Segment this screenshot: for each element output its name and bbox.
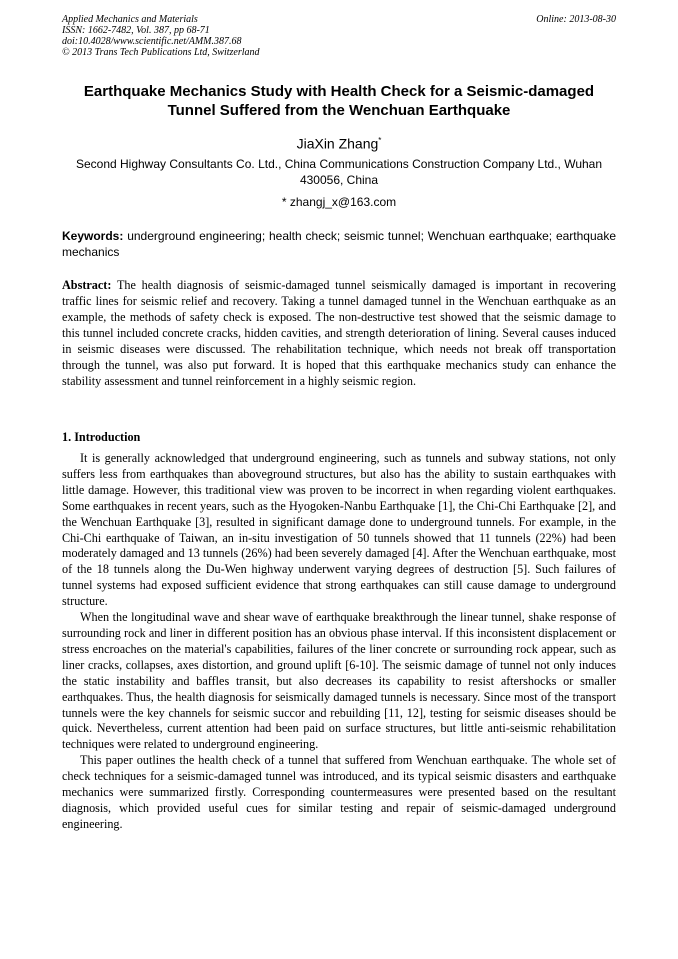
- copyright-line: © 2013 Trans Tech Publications Ltd, Switzerland: [62, 47, 260, 58]
- author: [40, 132, 638, 153]
- paper-title: [40, 82, 638, 120]
- issn-line: ISSN: 1662-7482, Vol. 387, pp 68-71: [62, 25, 210, 36]
- section-body: [62, 451, 616, 833]
- title-line-2: Tunnel Suffered from the Wenchuan Earthquake: [167, 102, 511, 119]
- abstract-text: The health diagnosis of seismic-damaged tunnel seismically damaged is important in recovering traffic lines for seismic relief and recovery. Taking a tunnel damaged tunnel in the Wenchuan earthquake as an example, the methods of safety check is exposed. The non-destructive test showed that the seismic damage to this tunnel included concrete cracks, hidden cavities, and strength deterioration of lining. Several causes induced in seismic diseases were discussed. The rehabilitation technique, which needs not break off transportation through the tunnel, was also put forward. It is hoped that this earthquake mechanics study can enhance the stability assessment and tunnel reinforcement in a highly seismic region.: [62, 278, 616, 388]
- doi-line: doi:10.4028/www.scientific.net/AMM.387.68: [62, 36, 242, 47]
- online-date: Online: 2013-08-30: [536, 14, 616, 25]
- section-heading: 1. Introduction: [62, 430, 141, 444]
- paragraph: This paper outlines the health check of a tunnel that suffered from Wenchuan earthquake. The whole set of check techniques for a seismic-damaged tunnel was introduced, and its typical seismic disasters and earthquake mechanics were summarized firstly. Corresponding countermeasures were presented based on the resultant diagnosis, which provided useful cues for similar testing and repair of seismic-damaged underground engineering.: [62, 753, 616, 831]
- abstract: [62, 277, 616, 389]
- keywords-text: underground engineering; health check; seismic tunnel; Wenchuan earthquake; earthquake mechanics: [62, 229, 616, 259]
- keywords: [62, 228, 616, 260]
- affiliation-line-2: 430056, China: [299, 173, 379, 187]
- affiliation: [62, 156, 616, 188]
- paragraph: When the longitudinal wave and shear wave of earthquake breakthrough the linear tunnel, shake response of surrounding rock and liner in different position has an obvious phase interval. If this inconsistent displacement or stress encroaches on the material's capabilities, failures of the liner concrete or surrounding rock appear, such as liner cracks, collapses, axes distortion, and ground uplift [6-10]. The seismic damage of tunnel not only induces the static instability and baffles transit, but also decreases its capability to resist aftershocks or smaller earthquakes. Thus, the health diagnosis for seismically damaged tunnels is necessary. Since most of the transport tunnels were the key channels for seismic succor and rebuilding [11, 12], testing for seismic diseases should be quick. Nevertheless, current attention had been paid on surface structures, but little anti-seismic rehabilitation techniques were related to underground engineering.: [62, 610, 616, 752]
- author-mark: *: [378, 136, 382, 145]
- author-email: * zhangj_x@163.com: [281, 195, 397, 209]
- journal-header: [62, 14, 616, 58]
- affiliation-line-1: Second Highway Consultants Co. Ltd., China Communications Construction Company Ltd., Wuhan: [75, 157, 603, 171]
- journal-name: Applied Mechanics and Materials: [62, 14, 198, 25]
- abstract-label: Abstract:: [62, 278, 112, 292]
- author-name: JiaXin Zhang: [296, 135, 379, 152]
- title-line-1: Earthquake Mechanics Study with Health Check for a Seismic-damaged: [83, 83, 595, 100]
- paragraph: It is generally acknowledged that underground engineering, such as tunnels and subway stations, not only suffers less from earthquakes than aboveground structures, but also has the ability to sustain earthquakes with little damage. However, this traditional view was proven to be incorrect in when regarding violent earthquakes. Some earthquakes in recent years, such as the Hyogoken-Nanbu Earthquake [1], the Chi-Chi Earthquake [2], and the Wenchuan Earthquake [3], resulted in significant damage done to underground tunnels. For example, in the Chi-Chi earthquake of Taiwan, an in-situ investigation of 50 tunnels showed that 11 tunnels (22%) had been moderately damaged and 13 tunnels (26%) had been severely damaged [4]. After the Wenchuan earthquake, most of the 18 tunnels along the Du-Wen highway underwent varying degrees of destruction [5]. Such failures of tunnel systems had exposed sufficient evidence that strong earthquakes can still cause damage to underground structure.: [62, 451, 616, 609]
- keywords-label: Keywords:: [62, 229, 124, 243]
